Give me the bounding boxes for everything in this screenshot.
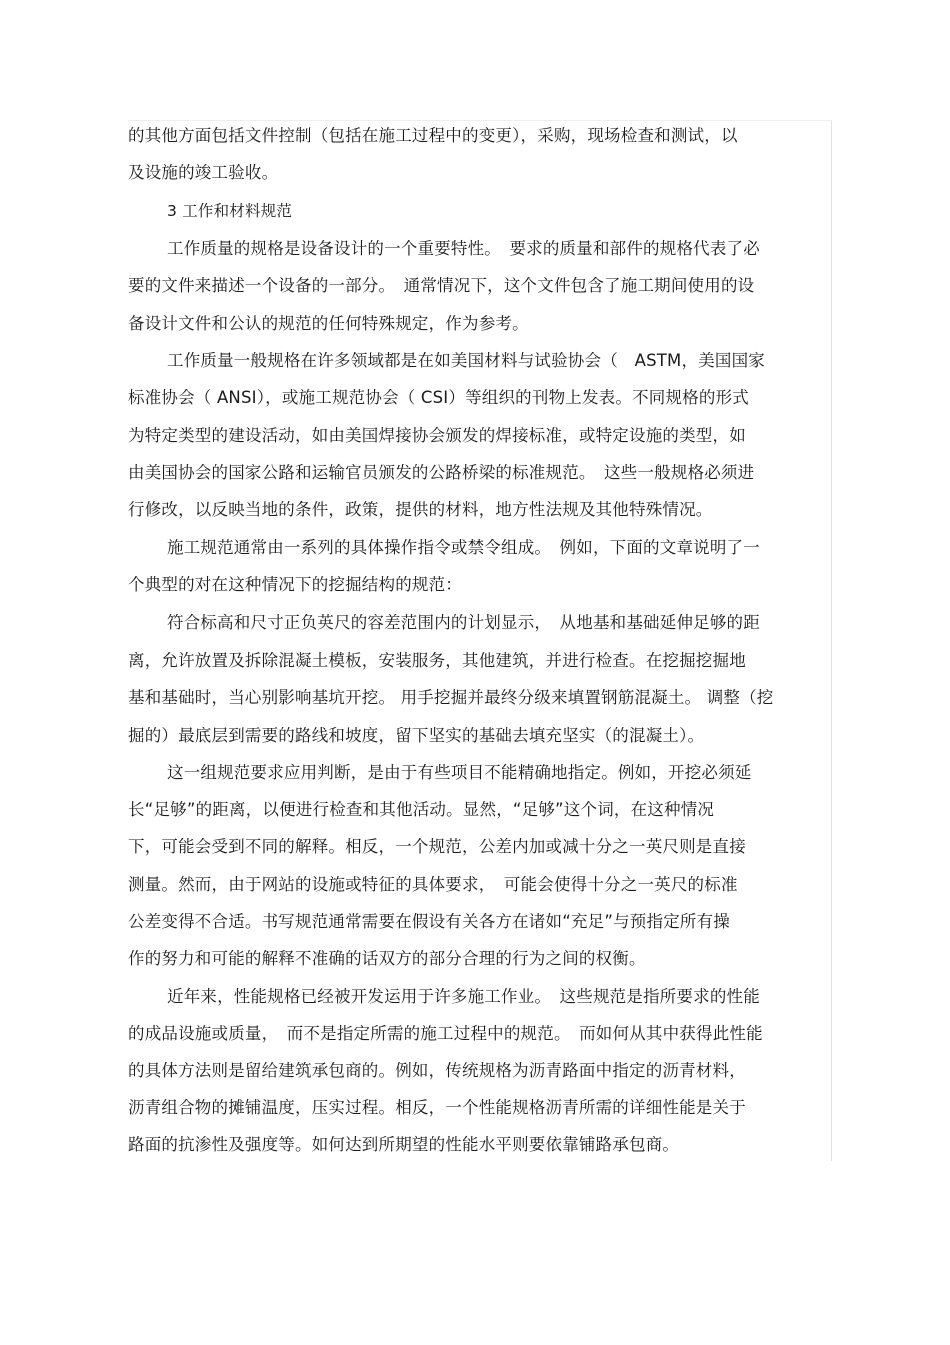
text-line: 长“足够”的距离，以便进行检查和其他活动。显然，“足够”这个词，在这种情况 [128, 800, 715, 819]
text-line: 由美国协会的国家公路和运输官员颁发的公路桥梁的标准规范。 这些一般规格必须进 [128, 463, 755, 482]
text-line: 基和基础时，当心别影响基坑开挖。 用手挖掘并最终分级来填置钢筋混凝土。 调整（挖 [128, 688, 774, 707]
text-line: 的成品设施或质量， 而不是指定所需的施工过程中的规范。 而如何从其中获得此性能 [128, 1024, 763, 1043]
text-line: 近年来，性能规格已经被开发运用于许多施工作业。 这些规范是指所要求的性能 [167, 987, 760, 1006]
text-line: 个典型的对在这种情况下的挖掘结构的规范： [128, 575, 462, 594]
text-line: 公差变得不合适。书写规范通常需要在假设有关各方在诸如“充足”与预指定所有操 [128, 912, 730, 931]
text-line: 及设施的竣工验收。 [128, 163, 279, 182]
text-line: 要的文件来描述一个设备的一部分。 通常情况下，这个文件包含了施工期间使用的设 [128, 276, 755, 295]
text-line: 工作质量的规格是设备设计的一个重要特性。 要求的质量和部件的规格代表了必 [167, 239, 760, 258]
text-line: 行修改，以反映当地的条件，政策，提供的材料，地方性法规及其他特殊情况。 [128, 500, 713, 519]
text-line: 沥青组合物的摊铺温度，压实过程。相反，一个性能规格沥青所需的详细性能是关于 [128, 1098, 746, 1117]
text-line: 施工规范通常由一系列的具体操作指令或禁令组成。 例如，下面的文章说明了一 [167, 538, 760, 557]
text-line: 下，可能会受到不同的解释。相反，一个规范，公差内加或减十分之一英尺则是直接 [128, 837, 746, 856]
text-line: 为特定类型的建设活动，如由美国焊接协会颁发的焊接标准，或特定设施的类型，如 [128, 426, 746, 445]
text-line: 路面的抗渗性及强度等。如何达到所期望的性能水平则要依靠铺路承包商。 [128, 1135, 680, 1154]
text-line: 标准协会（ ANSI），或施工规范协会（ CSI）等组织的刊物上发表。不同规格的形式 [128, 388, 749, 407]
text-line: 这一组规范要求应用判断，是由于有些项目不能精确地指定。例如，开挖必须延 [167, 763, 752, 782]
text-line: 掘的）最底层到需要的路线和坡度，留下坚实的基础去填充坚实（的混凝土）。 [128, 726, 705, 745]
section-heading: 3 工作和材料规范 [167, 202, 293, 220]
text-line: 的其他方面包括文件控制（包括在施工过程中的变更），采购，现场检查和测试，以 [128, 126, 738, 145]
text-line: 离，允许放置及拆除混凝土模板，安装服务，其他建筑，并进行检查。在挖掘挖掘地 [128, 651, 746, 670]
text-line: 作的努力和可能的解释不准确的话双方的部分合理的行为之间的权衡。 [128, 949, 646, 968]
text-line: 备设计文件和公认的规范的任何特殊规定，作为参考。 [128, 314, 529, 333]
text-line: 工作质量一般规格在许多领域都是在如美国材料与试验协会（ ASTM，美国国家 [167, 351, 765, 370]
text-line: 符合标高和尺寸正负英尺的容差范围内的计划显示， 从地基和基础延伸足够的距 [167, 613, 760, 632]
text-line: 测量。然而，由于网站的设施或特征的具体要求， 可能会使得十分之一英尺的标准 [128, 875, 738, 894]
text-line: 的具体方法则是留给建筑承包商的。例如，传统规格为沥青路面中指定的沥青材料， [128, 1061, 746, 1080]
